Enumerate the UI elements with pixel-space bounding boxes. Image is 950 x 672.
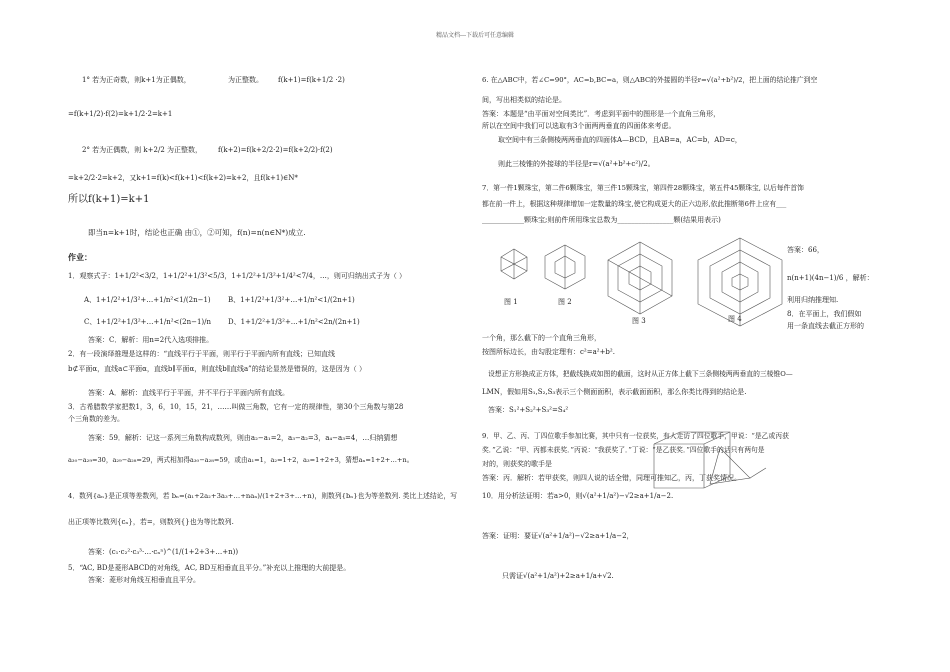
answer-3: 答案：59．解析：记这一系列三角数构成数列，则由a₂−a₁=2，a₃−a₂=3，a₄−a₃=4，…归纳猜想 [88, 434, 398, 442]
answer-3b: a₃₀−a₂₉=30，a₂₉−a₂₈=29，两式相加得a₃₀−a₂₈=59，或由a₁=1，a₂=1+2，a₃=1+2+3，猜想aₙ=1+2+…+n。 [68, 456, 414, 464]
proof-line-6: 即当n=k+1时，结论也正确 由①，②可知，f(n)=n(n∈N*)成立. [88, 228, 306, 237]
proof-line-5: 所以f(k+1)=k+1 [68, 194, 150, 205]
question-8: 8．在平面上，我们假如 [787, 310, 862, 318]
answer-6c: 取空间中有三条侧棱两两垂直的四面体A—BCD，且AB=a，AC=b，AD=c， [498, 136, 742, 144]
answer-5: 答案：菱形对角线互相垂直且平分。 [88, 576, 200, 584]
hexagon-figure-1 [496, 246, 532, 282]
question-5: 5．“AC, BD是菱形ABCD的对角线，AC, BD互相垂直且平分。”补充以上推理的大前提是。 [68, 564, 351, 572]
question-8e: 设想正方形换成正方体，把截线换成如图的截面，这时从正方体上截下三条侧棱两两垂直的三棱锥O— [488, 370, 793, 378]
proof-line-1b: 为正整数。 [228, 76, 263, 84]
answer-2: 答案：A．解析：直线平行于平面，并不平行于平面内所有直线。 [88, 389, 290, 397]
question-4b: 出正项等比数列{cₙ}，若=，则数列{}也为等比数列. [68, 518, 234, 526]
proof-line-1: 1° 若为正奇数，则k+1为正偶数， [82, 76, 191, 84]
answer-7: 答案：66， [787, 246, 824, 254]
question-4: 4．数列{aₙ}是正项等差数列，若 bₙ=(a₁+2a₂+3a₃+…+naₙ)/(1+2+3+…+n)，则数列{bₙ}也为等差数列. 类比上述结论，写 [68, 492, 458, 500]
question-7c: ____________颗珠宝;则前件所用珠宝总数为________________颗(结果用表示) [482, 216, 721, 224]
question-8f: LMN，假如用S₁,S₂,S₃表示三个侧面面积，表示截面面积，那么你类比得到的结论是. [482, 388, 747, 396]
q1-option-d: D、1+1/2²+1/3²+…+1/n²<2n/(2n+1) [228, 318, 360, 326]
question-3: 3．古希腊数学家把数1，3，6，10，15，21，……叫做三角数，它有一定的规律性，第30个三角数与第28 [68, 403, 404, 411]
question-8c: 一个角，那么截下的一个直角三角形， [482, 334, 601, 342]
question-2b: b⊄平面α，直线a⊂平面α，直线b∥平面α，则直线b∥直线a”的结论显然是错误的，这是因为（ ） [68, 365, 366, 373]
q1-option-a: A、1+1/2²+1/3²+…+1/n²<1/(2n−1) [84, 296, 211, 304]
answer-6d: 则此三棱锥的外接球的半径是r=√(a²+b²+c²)/2。 [498, 160, 655, 168]
question-1: 1．观察式子：1+1/2²<3/2，1+1/2²+1/3²<5/3，1+1/2²+1/3²+1/4²<7/4，…，则可归纳出式子为（ ） [68, 272, 407, 280]
answer-7b: n(n+1)(4n−1)/6 ，解析： [787, 274, 874, 282]
question-7b: 都在前一件上，根据这种规律增加一定数量的珠宝,使它构成更大的正六边形,依此推断第6件上应有___ [482, 200, 787, 208]
answer-10: 答案：证明：要证√(a²+1/a²)−√2≥a+1/a−2， [482, 532, 634, 540]
answer-9: 答案：丙．解析：若甲获奖，则四人说的话全错，同理可推知乙，丙，丁获奖情况。 [482, 474, 741, 482]
question-3b: 个三角数的差为。 [68, 415, 124, 423]
answer-7c: 利用归纳推理知. [787, 296, 839, 304]
hexagon-figure-3 [600, 238, 680, 318]
proof-line-2: =f(k+1/2)·f(2)=k+1/2·2=k+1 [68, 110, 173, 118]
figure-2-caption: 图 2 [558, 298, 572, 306]
question-7: 7．第一件1颗珠宝，第二件6颗珠宝，第三件15颗珠宝，第四件28颗珠宝，第五件45颗珠宝, 以后每件首饰 [482, 184, 804, 192]
answer-6b: 所以在空间中我们可以选取有3个面两两垂直的四面体来考虑。 [482, 122, 676, 130]
question-10: 10．用分析法证明：若a>0，则√(a²+1/a²)−√2≥a+1/a−2. [482, 492, 674, 500]
answer-1: 答案：C．解析：用n=2代入选项排推。 [88, 336, 214, 344]
hexagon-figure-2 [540, 242, 590, 292]
question-9c: 对的，则获奖的歌手是 [482, 460, 552, 468]
question-8b: 用一条直线去截正方形的 [787, 322, 864, 330]
answer-6: 答案：本题是“由平面对空间类比”．考虑到平面中的图形是一个直角三角形， [482, 110, 721, 118]
figure-1-caption: 图 1 [504, 298, 518, 306]
q1-option-b: B、1+1/2²+1/3²+…+1/n²<1/(2n+1) [228, 296, 355, 304]
proof-line-1c: f(k+1)=f(k+1/2 ·2) [278, 76, 345, 84]
question-9b: 奖．”乙说：“甲、丙都未获奖．”丙说：“我获奖了．”丁说：“是乙获奖．”四位歌手的话只有两句是 [482, 446, 765, 454]
figure-4-caption: 图 4 [728, 315, 742, 323]
question-8d: 按图所标边长，由勾股定理有：c²=a²+b². [482, 348, 615, 356]
question-9: 9．甲、乙、丙、丁四位歌手参加比赛，其中只有一位获奖，有人走访了四位歌手，甲说：“是乙或丙获 [482, 432, 789, 440]
figure-3-caption: 图 3 [632, 317, 646, 325]
answer-10b: 只需证√(a²+1/a²)+2≥a+1/a+√2. [502, 572, 614, 580]
proof-line-3c: f(k+2)=f(k+2/2·2)=f(k+2/2)·f(2) [218, 146, 333, 154]
question-2: 2．有一段演绎推理是这样的：“直线平行于平面，则平行于平面内所有直线；已知直线 [68, 350, 336, 358]
q1-option-c: C、1+1/2²+1/3²+…+1/n²<(2n−1)/n [84, 318, 212, 326]
question-6b: 间，写出相类似的结论是。 [482, 96, 566, 104]
answer-4: 答案：(c₁·c₂²·c₃³·…·cₙⁿ)^(1/(1+2+3+…+n)) [88, 548, 239, 556]
proof-line-3: 2° 若为正偶数，则 k+2/2 为正整数， [82, 146, 203, 154]
cube-section-figure [650, 428, 770, 492]
page-header: 精品文档---下载后可任意编辑 [435, 32, 515, 39]
homework-heading: 作业： [68, 252, 92, 262]
question-6: 6. 在△ABC中，若∠C=90°，AC=b,BC=a，则△ABC的外接圆的半径r=√(a²+b²)/2，把上面的结论推广到空 [482, 76, 818, 84]
answer-8: 答案：S₁²+S₂²+S₃²=S₄² [488, 406, 569, 414]
proof-line-4: =k+2/2·2=k+2，又k+1=f(k)<f(k+1)<f(k+2)=k+2，且f(k+1)∈N* [68, 174, 298, 182]
